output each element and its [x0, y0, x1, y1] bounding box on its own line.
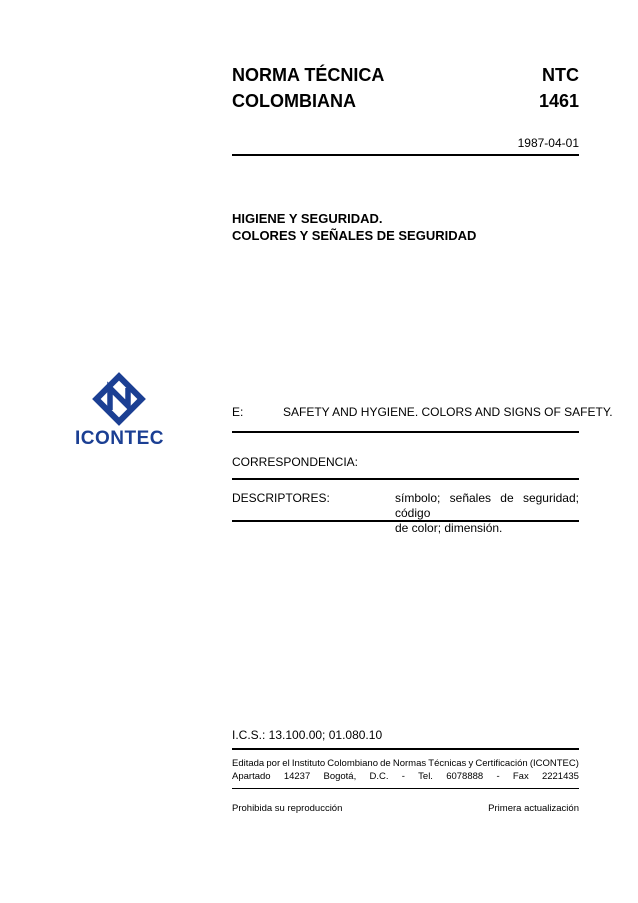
descriptors-line2: de color; dimensión.: [395, 521, 503, 535]
header-divider: [232, 154, 579, 156]
english-title-value: SAFETY AND HYGIENE. COLORS AND SIGNS OF SAFETY.: [283, 405, 613, 419]
publisher-info: [232, 757, 579, 783]
document-title-line1: HIGIENE Y SEGURIDAD.: [232, 211, 383, 226]
publisher-word: 6078888: [446, 771, 484, 782]
english-divider: [232, 431, 579, 433]
publisher-word: y: [468, 758, 474, 769]
document-title-line2: COLORES Y SEÑALES DE SEGURIDAD: [232, 228, 477, 243]
publisher-word: Apartado: [232, 771, 271, 782]
publisher-word: Fax: [512, 771, 529, 782]
ics-divider: [232, 748, 579, 750]
publication-date: 1987-04-01: [517, 136, 579, 150]
publisher-word: D.C.: [369, 771, 389, 782]
publisher-word: Tel.: [418, 771, 433, 782]
publisher-line1: [232, 757, 579, 770]
norm-code: [480, 62, 579, 114]
footer-reproduction-notice: Prohibida su reproducción: [232, 803, 343, 814]
descriptors-line1: [395, 491, 579, 521]
publisher-word: de: [380, 758, 391, 769]
icontec-logo-text: ICONTEC: [75, 428, 164, 449]
publisher-word: -: [496, 771, 500, 782]
descriptors-divider: [232, 520, 579, 522]
english-title-label: E:: [232, 405, 244, 419]
publisher-line2: [232, 770, 579, 783]
publisher-word: por: [266, 758, 281, 769]
descriptors-label: DESCRIPTORES:: [232, 491, 330, 505]
document-title: [232, 210, 476, 244]
publisher-word: el: [282, 758, 290, 769]
norm-code-line2: 1461: [538, 91, 579, 111]
publisher-word: -: [401, 771, 405, 782]
correspondence-label: CORRESPONDENCIA:: [232, 455, 359, 469]
icontec-logo-icon: [90, 370, 148, 428]
publisher-word: Certificación: [475, 758, 528, 769]
norm-title: [232, 62, 384, 114]
publisher-word: 2221435: [541, 771, 579, 782]
descriptors-value: [395, 491, 579, 536]
publisher-word: Instituto: [291, 758, 326, 769]
descriptors-line1-text: símbolo; señales de seguridad; código: [395, 491, 579, 520]
publisher-word: Técnicas: [428, 758, 467, 769]
publisher-word: Editada: [232, 758, 265, 769]
norm-code-line1: NTC: [542, 65, 579, 85]
correspondence-divider: [232, 478, 579, 480]
publisher-word: (ICONTEC): [529, 758, 579, 769]
publisher-word: 14237: [283, 771, 311, 782]
publisher-word: Bogotá,: [323, 771, 357, 782]
ics-code: I.C.S.: 13.100.00; 01.080.10: [232, 728, 383, 742]
publisher-word: Colombiano: [327, 758, 378, 769]
norm-title-line1: NORMA TÉCNICA: [232, 65, 385, 85]
publisher-word: Normas: [392, 758, 427, 769]
footer-update-notice: Primera actualización: [488, 803, 579, 814]
norm-title-line2: COLOMBIANA: [232, 91, 356, 111]
publisher-divider: [232, 788, 579, 789]
